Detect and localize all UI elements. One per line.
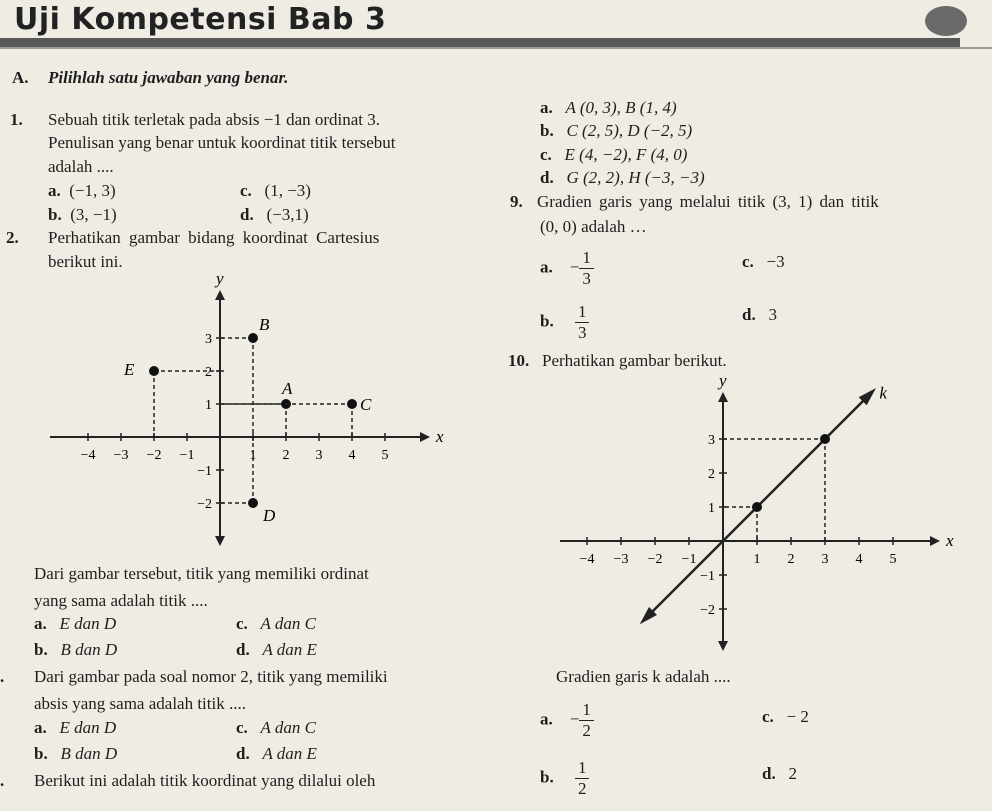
y-axis-arrow-down [215,536,225,546]
question-9-line-2: (0, 0) adalah … [540,217,647,236]
q9-option-d[interactable]: d. 3 [742,305,777,324]
point-D [248,498,258,508]
y-axis-arrow-down [718,641,728,651]
x-tick-label: −1 [179,448,195,463]
x-tick-label: 1 [753,552,761,567]
question-2-number: 2. [6,228,19,247]
question-9-line-1: Gradien garis yang melalui titik (3, 1) dan titik [537,192,879,211]
q2-option-d[interactable]: d. A dan E [236,640,317,659]
x-tick-label: 5 [381,448,389,463]
q8-option-c[interactable]: c. E (4, −2), F (4, 0) [540,145,688,164]
q9-option-a[interactable]: a. − $\frac{1}{3}$ [540,248,594,289]
point-label-D: D [263,506,276,525]
x-tick-label: 3 [315,448,323,463]
x-tick-label: 3 [821,552,829,567]
point-label-A: A [282,379,293,398]
x-axis-label: x [436,427,444,446]
question-1-number: 1. [10,110,23,129]
question-1-line-2: Penulisan yang benar untuk koordinat titik tersebut [48,133,396,152]
q1-option-a[interactable]: a. (−1, 3) [48,181,116,200]
question-3-line-1: Dari gambar pada soal nomor 2, titik yang memiliki [34,667,388,686]
q3-option-a[interactable]: a. E dan D [34,718,117,737]
question-10-number: 10. [508,351,530,370]
q9-option-c[interactable]: c. −3 [742,252,785,271]
y-axis-arrow-up [718,392,728,402]
q1-option-b[interactable]: b. (3, −1) [48,205,117,224]
q3-option-c[interactable]: c. A dan C [236,718,316,737]
line-point [820,434,830,444]
question-4-number: . [0,771,5,790]
q1-option-d[interactable]: d. (−3,1) [240,205,309,224]
point-label-B: B [259,315,270,334]
x-axis-label: x [946,531,954,550]
y-tick-label: −1 [197,464,212,479]
q10-option-c[interactable]: c. − 2 [762,707,809,726]
y-tick-label: 2 [708,467,715,482]
coordinate-graph-1 [40,269,460,550]
point-C [347,399,357,409]
question-2-line-2: berikut ini. [48,252,123,271]
question-3-number: . [0,667,5,686]
y-tick-label: 3 [205,332,212,347]
x-tick-label: 2 [282,448,290,463]
y-axis-label: y [216,269,224,288]
point-label-C: C [360,395,372,414]
q10-option-d[interactable]: d. 2 [762,764,797,783]
question-1-line-3: adalah .... [48,157,114,176]
x-tick-label: −4 [579,552,595,567]
q8-option-d[interactable]: d. G (2, 2), H (−3, −3) [540,168,705,187]
question-3-line-2: absis yang sama adalah titik .... [34,694,246,713]
question-4-line-1: Berikut ini adalah titik koordinat yang dilalui oleh [34,771,376,790]
question-2-after-1: Dari gambar tersebut, titik yang memiliki ordinat [34,564,369,583]
y-axis-arrow-up [215,290,225,300]
coordinate-graph-2 [550,371,970,668]
y-axis-label: y [719,371,727,390]
question-10-line-1: Perhatikan gambar berikut. [542,351,727,370]
q8-option-a[interactable]: a. A (0, 3), B (1, 4) [540,98,677,117]
x-tick-label: −2 [647,552,663,567]
x-tick-label: −4 [80,448,96,463]
q2-option-b[interactable]: b. B dan D [34,640,118,659]
q3-option-b[interactable]: b. B dan D [34,744,118,763]
line-point [752,502,762,512]
point-E [149,366,159,376]
y-tick-label: 1 [708,501,715,516]
line-label-k: k [879,383,887,403]
x-axis-arrow [930,536,940,546]
x-tick-label: 5 [889,552,897,567]
y-tick-label: 3 [708,433,715,448]
x-tick-label: 4 [348,448,356,463]
q2-option-a[interactable]: a. E dan D [34,614,117,633]
x-tick-label: 4 [855,552,863,567]
x-axis-arrow [420,432,430,442]
x-tick-label: −2 [146,448,162,463]
point-B [248,333,258,343]
page-title: Uji Kompetensi Bab 3 [14,2,387,37]
x-tick-label: 2 [787,552,795,567]
q10-option-a[interactable]: a. − $\frac{1}{2}$ [540,700,594,741]
question-1-line-1: Sebuah titik terletak pada absis −1 dan ordinat 3. [48,110,381,129]
question-10-question: Gradien garis k adalah .... [556,667,731,686]
y-tick-label: 2 [205,365,212,380]
y-tick-label: −2 [700,603,715,618]
x-tick-label: 1 [249,448,257,463]
question-9-number: 9. [510,192,523,211]
section-label: A. [12,68,29,87]
q8-option-b[interactable]: b. C (2, 5), D (−2, 5) [540,121,693,140]
y-tick-label: 1 [205,398,212,413]
question-2-line-1: Perhatikan gambar bidang koordinat Cartesius [48,228,380,247]
header-bar-line [0,47,992,49]
y-tick-label: −2 [197,497,212,512]
header-bar [0,38,960,47]
header-decoration [925,6,967,36]
section-instruction: Pilihlah satu jawaban yang benar. [48,68,289,87]
point-label-E: E [124,360,135,379]
x-tick-label: −3 [113,448,129,463]
q9-option-b[interactable]: b. $\frac{1}{3}$ [540,302,589,343]
q1-option-c[interactable]: c. (1, −3) [240,181,311,200]
q10-option-b[interactable]: b. $\frac{1}{2}$ [540,758,589,799]
x-tick-label: −1 [681,552,697,567]
q2-option-c[interactable]: c. A dan C [236,614,316,633]
q3-option-d[interactable]: d. A dan E [236,744,317,763]
x-tick-label: −3 [613,552,629,567]
question-2-after-2: yang sama adalah titik .... [34,591,208,610]
y-tick-label: −1 [700,569,715,584]
